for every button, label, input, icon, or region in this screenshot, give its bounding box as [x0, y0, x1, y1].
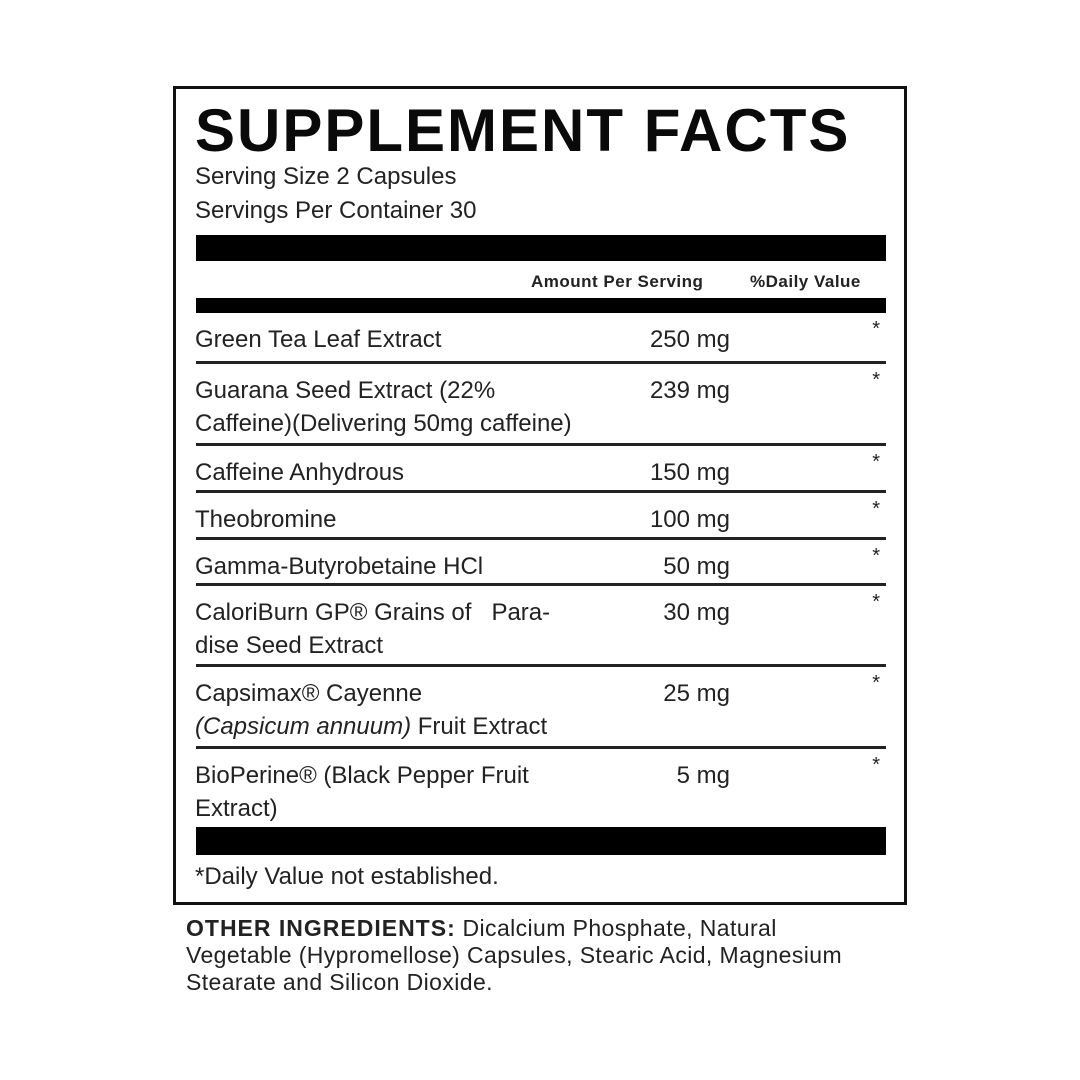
other-ingredients — [186, 915, 886, 996]
supplement-facts-panel — [173, 86, 907, 905]
ingredient-row — [196, 540, 886, 586]
thick-divider-bottom — [196, 827, 886, 855]
botanical-name: (Capsicum annuum) — [195, 713, 412, 740]
daily-value-marker: * — [872, 498, 880, 520]
daily-value-marker: * — [872, 591, 880, 613]
ingredient-amount: 239 mg — [649, 377, 730, 404]
thick-divider-top — [196, 235, 886, 261]
footnote: *Daily Value not established. — [195, 863, 499, 890]
ingredient-row — [196, 749, 886, 827]
daily-value-marker: * — [872, 369, 880, 391]
thick-divider-header — [196, 298, 886, 313]
ingredient-row — [196, 364, 886, 446]
ingredient-name: Green Tea Leaf Extract — [195, 326, 442, 353]
ingredient-name: BioPerine® (Black Pepper Fruit Extract) — [195, 762, 529, 822]
ingredient-amount: 100 mg — [649, 506, 730, 533]
ingredient-amount: 50 mg — [663, 553, 730, 580]
panel-title: SUPPLEMENT FACTS — [195, 97, 851, 164]
ingredient-name: CaloriBurn GP® Grains of Para- dise Seed Extract — [195, 599, 551, 659]
ingredient-row — [196, 586, 886, 667]
ingredient-name: Theobromine — [195, 506, 337, 533]
ingredient-row — [196, 446, 886, 493]
daily-value-marker: * — [872, 318, 880, 340]
ingredient-amount: 25 mg — [663, 680, 730, 707]
other-ingredients-label: OTHER INGREDIENTS: — [186, 915, 456, 941]
ingredient-amount: 250 mg — [649, 326, 730, 353]
daily-value-marker: * — [872, 545, 880, 567]
ingredient-name: Gamma-Butyrobetaine HCl — [195, 553, 484, 580]
daily-value-marker: * — [872, 754, 880, 776]
daily-value-marker: * — [872, 672, 880, 694]
daily-value-header: %Daily Value — [750, 272, 861, 291]
ingredient-name: Caffeine Anhydrous — [195, 459, 405, 486]
ingredient-row — [196, 313, 886, 364]
ingredient-row — [196, 667, 886, 749]
amount-per-serving-header: Amount Per Serving — [531, 272, 704, 291]
ingredient-row — [196, 493, 886, 540]
servings-per-container: Servings Per Container 30 — [195, 197, 477, 224]
ingredient-amount: 30 mg — [663, 599, 730, 626]
ingredient-amount: 5 mg — [676, 762, 730, 789]
ingredient-name: Guarana Seed Extract (22% Caffeine)(Delivering 50mg caffeine) — [195, 377, 572, 437]
ingredient-name: Capsimax® Cayenne (Capsicum annuum) Fruit Extract — [195, 680, 548, 740]
ingredient-amount: 150 mg — [649, 459, 730, 486]
serving-size: Serving Size 2 Capsules — [195, 163, 457, 190]
daily-value-marker: * — [872, 451, 880, 473]
other-ingredients-text: Dicalcium Phosphate, Natural Vegetable (Hypromellose) Capsules, Stearic Acid, Magnesium Stearate and Silicon Dioxide. — [186, 915, 843, 995]
